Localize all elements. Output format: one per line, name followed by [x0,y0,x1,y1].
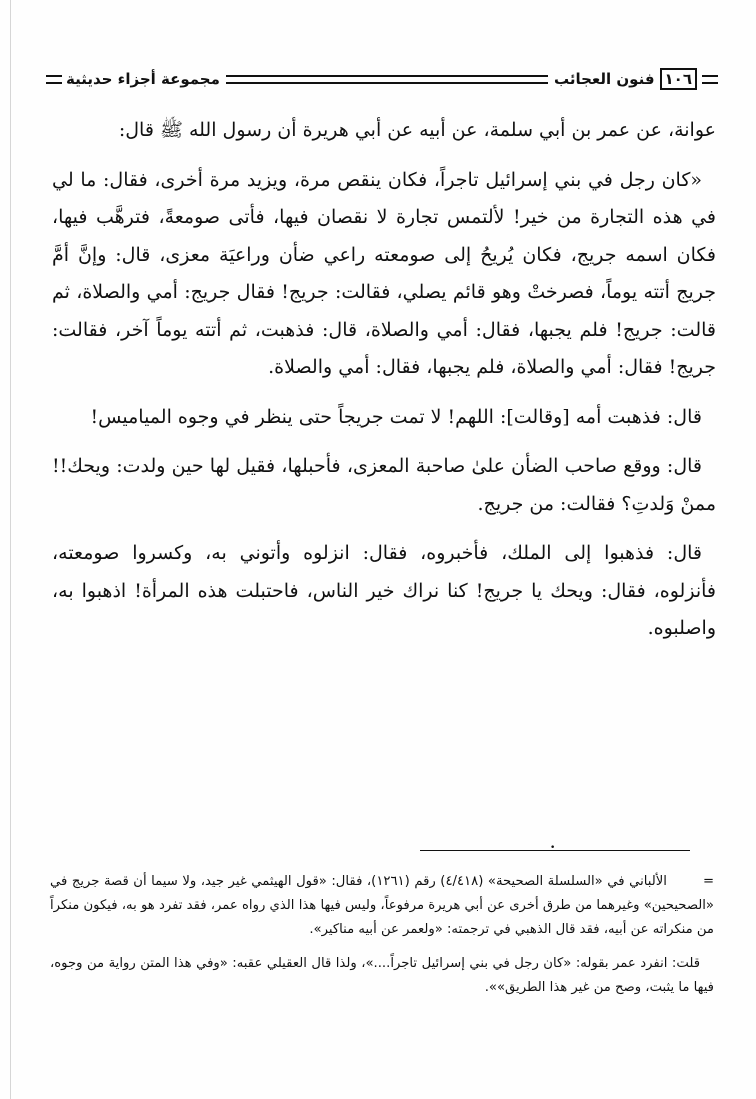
page-number: ١٠٦ [660,68,697,90]
header-rule-start [702,75,718,84]
header-rule-end [46,75,62,84]
header-rule-middle [226,75,548,84]
footnotes [50,870,714,1010]
footnote-2: قلت: انفرد عمر بقوله: «كان رجل في بني إسرائيل تاجراً....»، ولذا قال العقيلي عقبه: «وفي هذا المتن رواية من وجوه، فيها ما يثبت، وصح من غير هذا الطريق»». [50,956,714,995]
paragraph-hadith-story: «كان رجل في بني إسرائيل تاجراً، فكان ينقص مرة، ويزيد مرة أخرى، فقال: ما لي في هذه التجارة من خير! لألتمس تجارة لا نقصان فيها، فأتى صومعةً، فترهَّب فيها، فكان اسمه جريج، فكان يُريحُ إلى صومعته راعي ضأن وراعيَة معزى، قال: وإنَّ أمَّ جريج أتته يوماً، فصرختْ وهو قائم يصلي، فقالت: جريج! فقال جريج: أمي والصلاة، ثم قالت: جريج! فلم يجبها، فقال: أمي والصلاة، قال: فذهبت، ثم أتته يوماً آخر، فقالت: جريج! فقال: أمي والصلاة، فلم يجبها، فقال: أمي والصلاة. [52,168,716,378]
collection-title: مجموعة أجزاء حديثية [66,70,220,88]
paragraph-shepherd: قال: ووقع صاحب الضأن علىٰ صاحبة المعزى، فأحبلها، فقيل لها حين ولدت: ويحك!! ممنْ وَلدتِ؟ فقالت: من جريج. [52,455,716,515]
footnote-separator-dot: • [550,843,556,853]
running-header [44,62,720,96]
footnote-1 [50,870,714,942]
main-text [52,112,716,660]
paragraph-mother-prayer: قال: فذهبت أمه [وقالت]: اللهم! لا تمت جريجاً حتى ينظر في وجوه المياميس! [90,405,702,428]
paragraph-isnad: عوانة، عن عمر بن أبي سلمة، عن أبيه عن أبي هريرة أن رسول الله ﷺ قال: [118,119,716,141]
book-title: فنون العجائب [553,70,655,88]
footnote-1-text: الألباني في «السلسلة الصحيحة» (٤/٤١٨) رقم (١٢٦١)، فقال: «قول الهيثمي غير جيد، ولا سيما أن قصة جريج في «الصحيحين» وغيرهما من طرق أخرى عن أبي هريرة مرفوعاً، وليس فيها هذا الذي رواه عمر، فقد تفرد هو به، فيكون منكراً من منكراته عن أبيه، فقد قال الذهبي في ترجمته: «ولعمر عن أبيه مناكير». [50,874,714,937]
footnote-continuation-marker: = [702,874,714,889]
scan-edge-line [10,0,11,1099]
paragraph-king: قال: فذهبوا إلى الملك، فأخبروه، فقال: انزلوه وأتوني به، وكسروا صومعته، فأنزلوه، فقال: ويحك يا جريج! كنا نراك خير الناس، فاحتبلت هذه المرأة! اذهبوا به، واصلبوه. [52,542,716,639]
